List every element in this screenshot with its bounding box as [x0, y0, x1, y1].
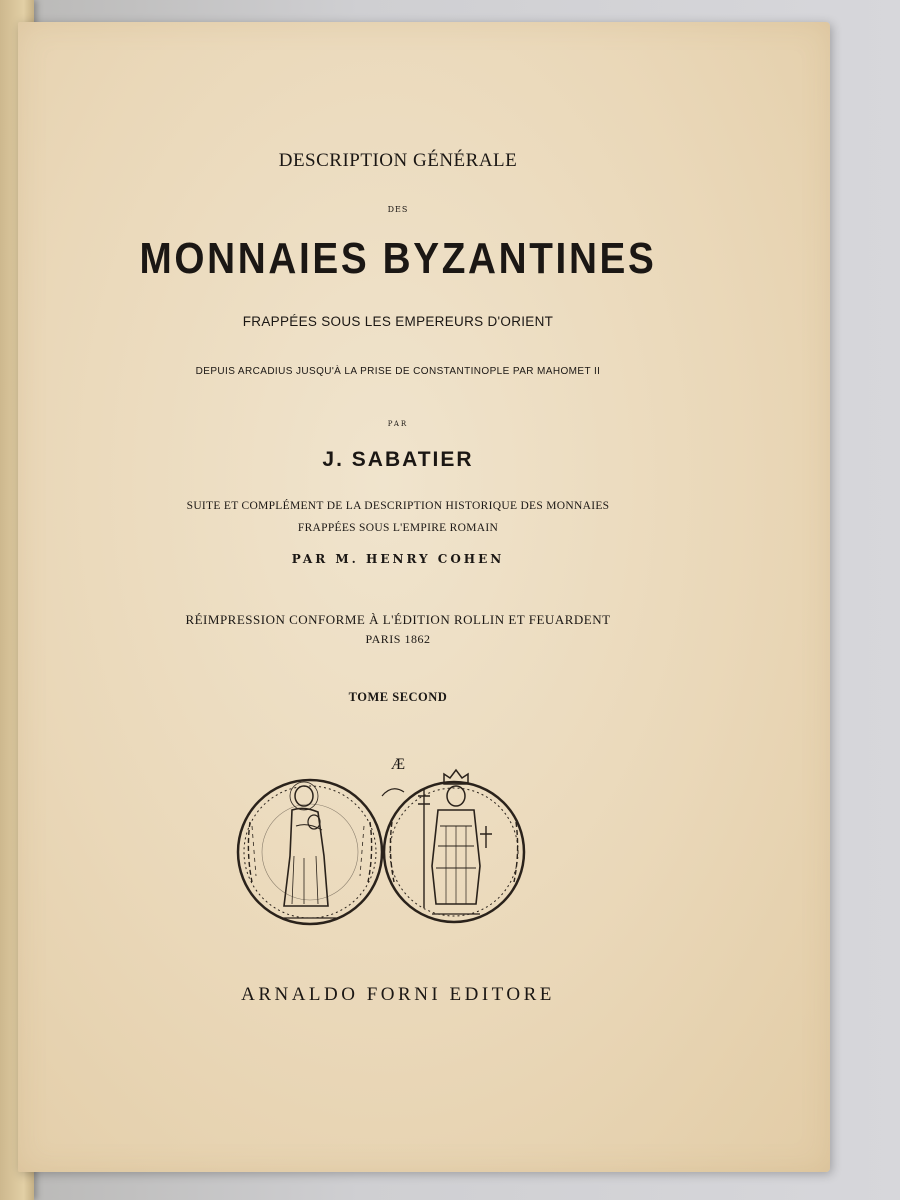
author: J. SABATIER [322, 448, 474, 471]
heading-line-1: DESCRIPTION GÉNÉRALE [278, 150, 518, 171]
coin-obverse-icon [238, 780, 382, 924]
coin-reverse-icon [384, 770, 524, 922]
title-page [18, 22, 830, 1172]
reprint-line-2: PARIS 1862 [365, 632, 431, 646]
metal-mark: Æ [390, 756, 406, 773]
heading-line-2: DES [387, 205, 409, 214]
par-label: PAR [387, 420, 409, 428]
reprint-line-1: RÉIMPRESSION CONFORME À L'ÉDITION ROLLIN ET FEUARDENT [185, 612, 611, 627]
coin-link-icon [382, 789, 404, 796]
subtitle-2: DEPUIS ARCADIUS JUSQU'À LA PRISE DE CONSTANTINOPLE PAR MAHOMET II [195, 366, 601, 377]
coin-illustration [232, 756, 532, 936]
suite-line-1: SUITE ET COMPLÉMENT DE LA DESCRIPTION HISTORIQUE DES MONNAIES [186, 500, 610, 512]
publisher: ARNALDO FORNI EDITORE [241, 984, 555, 1005]
tome: TOME SECOND [348, 690, 448, 704]
main-title: MONNAIES BYZANTINES [139, 234, 657, 283]
suite-line-2: FRAPPÉES SOUS L'EMPIRE ROMAIN [297, 522, 499, 534]
subtitle: FRAPPÉES SOUS LES EMPEREURS D'ORIENT [242, 314, 554, 329]
par-cohen: PAR M. HENRY COHEN [291, 552, 505, 566]
